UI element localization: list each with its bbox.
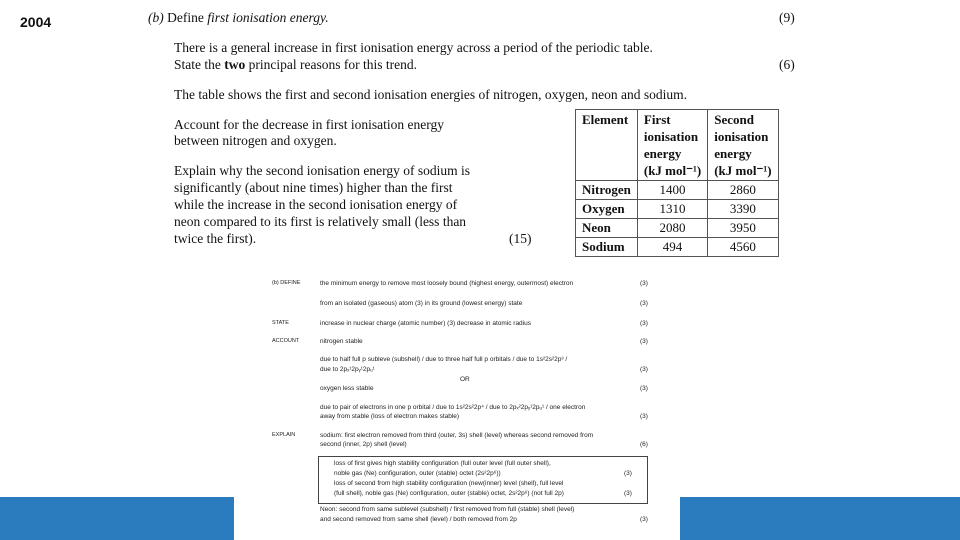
define-marks: (9) xyxy=(779,10,795,25)
trend-text-a: State the xyxy=(174,57,221,72)
explain-line: significantly (about nine times) higher than the first xyxy=(174,180,453,195)
header-first: First ionisation energy (kJ mol⁻¹) xyxy=(637,110,707,181)
trend-line-1: There is a general increase in first ionisation energy across a period of the periodic table. xyxy=(174,40,653,55)
trend-text-b: two xyxy=(224,57,246,72)
explain-marks: (15) xyxy=(509,231,532,246)
second-ie-cell: 3390 xyxy=(708,200,778,219)
explain-line: Explain why the second ionisation energy of sodium is xyxy=(174,163,470,178)
element-cell: Oxygen xyxy=(576,200,638,219)
part-label: (b) xyxy=(148,10,164,25)
ionisation-table xyxy=(575,109,779,257)
define-prefix: Define xyxy=(167,10,204,25)
account-line-1: Account for the decrease in first ionisation energy xyxy=(174,117,445,132)
table-row xyxy=(576,181,779,200)
element-cell: Neon xyxy=(576,219,638,238)
first-ie-cell: 1400 xyxy=(637,181,707,200)
define-term: first ionisation energy. xyxy=(207,10,329,25)
question-define xyxy=(148,10,329,26)
second-ie-cell: 2860 xyxy=(708,181,778,200)
explain-line: twice the first). xyxy=(174,231,257,246)
explain-line: neon compared to its first is relatively small (less than xyxy=(174,214,467,229)
header-element: Element xyxy=(576,110,638,181)
trend-marks: (6) xyxy=(779,57,795,72)
table-row xyxy=(576,238,779,257)
element-cell: Sodium xyxy=(576,238,638,257)
table-row xyxy=(576,219,779,238)
second-ie-cell: 3950 xyxy=(708,219,778,238)
table-intro: The table shows the first and second ionisation energies of nitrogen, oxygen, neon and sodium. xyxy=(174,87,688,102)
second-ie-cell: 4560 xyxy=(708,238,778,257)
explain-line: while the increase in the second ionisation energy of xyxy=(174,197,458,212)
first-ie-cell: 494 xyxy=(637,238,707,257)
footer-bar-right xyxy=(680,497,960,540)
table-row xyxy=(576,200,779,219)
trend-text-c: principal reasons for this trend. xyxy=(248,57,417,72)
first-ie-cell: 2080 xyxy=(637,219,707,238)
account-line-2: between nitrogen and oxygen. xyxy=(174,133,337,148)
footer-bar-left xyxy=(0,497,234,540)
first-ie-cell: 1310 xyxy=(637,200,707,219)
trend-line-2 xyxy=(174,57,417,73)
element-cell: Nitrogen xyxy=(576,181,638,200)
header-second: Second ionisation energy (kJ mol⁻¹) xyxy=(708,110,778,181)
year-label: 2004 xyxy=(20,14,52,30)
